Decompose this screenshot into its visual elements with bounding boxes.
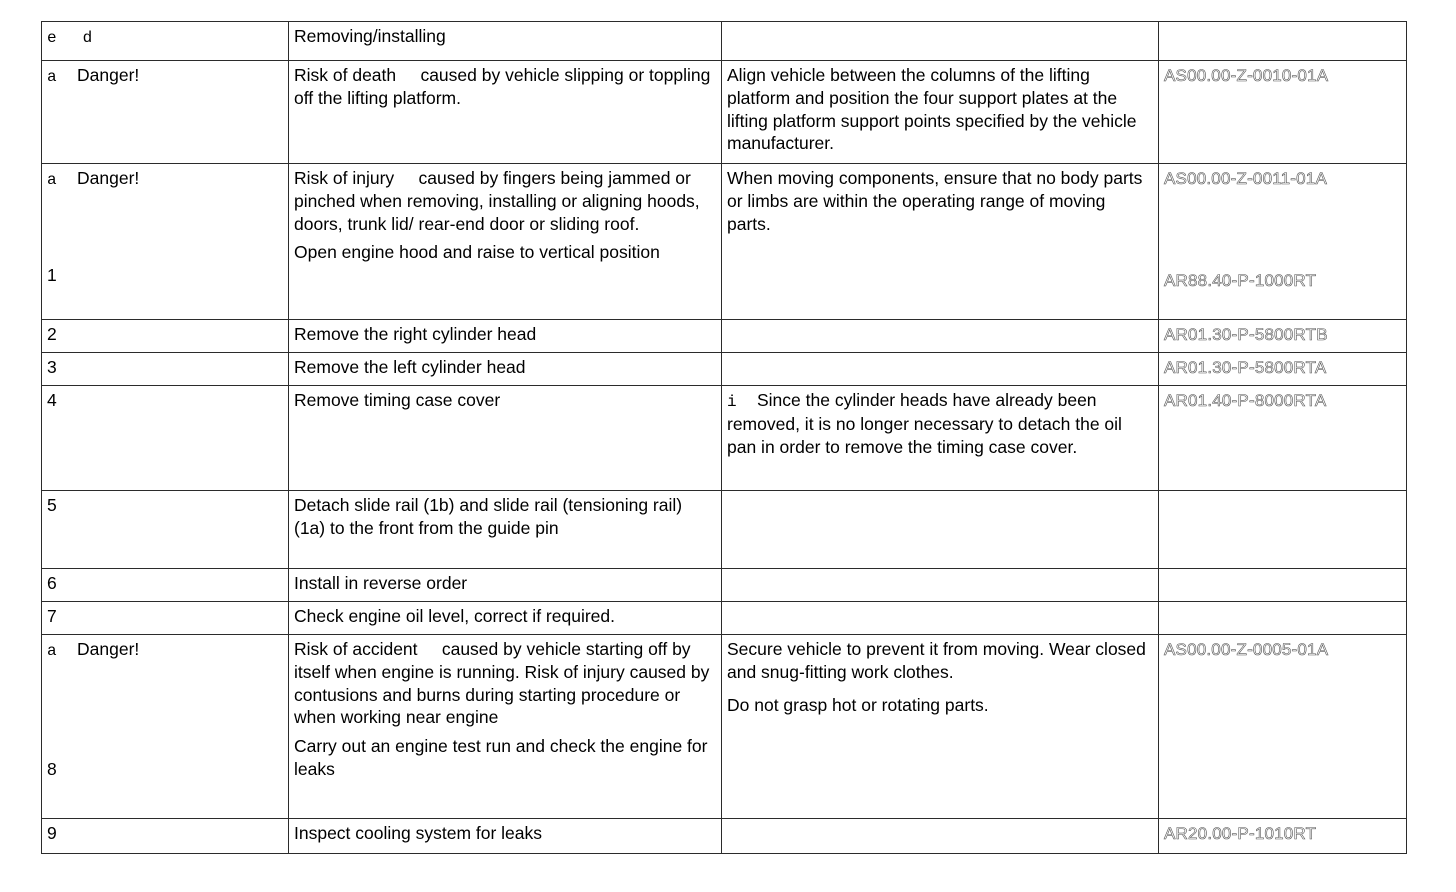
table-row xyxy=(42,353,1407,386)
note-cell xyxy=(722,386,1159,491)
header-title-cell xyxy=(289,22,722,61)
step-number-cell xyxy=(42,320,289,353)
step-text: Remove the left cylinder head xyxy=(294,357,526,377)
warning-label: Danger! xyxy=(77,639,140,659)
document-reference-link[interactable]: AS00.00-Z-0010-01A xyxy=(1164,66,1329,85)
table-row xyxy=(42,164,1407,320)
reference-cell xyxy=(1159,819,1407,854)
note-cell xyxy=(722,602,1159,635)
step-number: 4 xyxy=(47,390,57,410)
warning-triangle-icon: a xyxy=(47,68,57,86)
hazard-text: caused by fingers being jammed or pinched when removing, installing or aligning hoods, doors, trunk lid/ rear-end door or sliding roof. xyxy=(294,168,700,234)
step-reference-link[interactable]: AR01.40-P-8000RTA xyxy=(1164,391,1327,410)
hazard-text: caused by vehicle slipping or toppling off the lifting platform. xyxy=(294,65,711,108)
step-reference-link[interactable]: AR01.30-P-5800RTB xyxy=(1164,325,1328,344)
measure-cell xyxy=(722,61,1159,164)
step-number: 3 xyxy=(47,357,57,377)
document-reference-link[interactable]: AS00.00-Z-0011-01A xyxy=(1164,169,1327,188)
header-ref-cell xyxy=(1159,22,1407,61)
reference-cell xyxy=(1159,61,1407,164)
step-text: Inspect cooling system for leaks xyxy=(294,823,543,843)
step-text-cell xyxy=(289,819,722,854)
reference-cell xyxy=(1159,353,1407,386)
step-number: 5 xyxy=(47,495,57,515)
step-number-cell xyxy=(42,819,289,854)
note-text: Since the cylinder heads have already been removed, it is no longer necessary to detach the oil pan in order to remove the timing case cover. xyxy=(727,390,1122,457)
warning-label: Danger! xyxy=(77,65,140,85)
reference-cell xyxy=(1159,164,1407,320)
hazard-step-cell xyxy=(289,164,722,320)
step-number-cell xyxy=(42,602,289,635)
hazard-title: Risk of death xyxy=(294,65,397,85)
reference-cell xyxy=(1159,569,1407,602)
reference-cell xyxy=(1159,635,1407,819)
step-number-cell xyxy=(42,569,289,602)
reference-cell xyxy=(1159,491,1407,569)
step-text: Install in reverse order xyxy=(294,573,468,593)
removal-symbol: e xyxy=(47,29,57,47)
step-number: 1 xyxy=(47,264,57,285)
header-empty-cell xyxy=(722,22,1159,61)
procedure-table xyxy=(41,21,1407,854)
step-number: 7 xyxy=(47,606,57,626)
note-cell xyxy=(722,320,1159,353)
table-row xyxy=(42,61,1407,164)
warning-step-cell xyxy=(42,635,289,819)
step-number-cell xyxy=(42,353,289,386)
measure-text: When moving components, ensure that no body parts or limbs are within the operating range of moving parts. xyxy=(727,168,1143,234)
step-reference-link[interactable]: AR20.00-P-1010RT xyxy=(1164,824,1317,843)
hazard-title: Risk of accident xyxy=(294,639,418,659)
step-number: 2 xyxy=(47,324,57,344)
warning-cell xyxy=(42,61,289,164)
step-text-cell xyxy=(289,569,722,602)
note-cell xyxy=(722,569,1159,602)
warning-step-cell xyxy=(42,164,289,320)
hazard-text: caused by vehicle starting off by itself when engine is running. Risk of injury caused by contusions and burns during starting procedure or when working near engine xyxy=(294,639,710,728)
step-text: Open engine hood and raise to vertical position xyxy=(294,242,660,263)
procedure-title: Removing/installing xyxy=(294,26,446,46)
hazard-cell xyxy=(289,61,722,164)
table-row xyxy=(42,602,1407,635)
note-cell xyxy=(722,353,1159,386)
step-number: 8 xyxy=(47,758,57,779)
document-reference-link[interactable]: AS00.00-Z-0005-01A xyxy=(1164,640,1329,659)
info-icon: i xyxy=(727,393,737,411)
step-number-cell xyxy=(42,386,289,491)
step-text: Remove the right cylinder head xyxy=(294,324,537,344)
table-row xyxy=(42,320,1407,353)
header-symbols-cell xyxy=(42,22,289,61)
step-text: Remove timing case cover xyxy=(294,390,501,410)
step-text-cell xyxy=(289,320,722,353)
reference-cell xyxy=(1159,386,1407,491)
reference-cell xyxy=(1159,602,1407,635)
hazard-step-cell xyxy=(289,635,722,819)
table-row-header xyxy=(42,22,1407,61)
step-reference-link[interactable]: AR01.30-P-5800RTA xyxy=(1164,358,1327,377)
step-text-cell xyxy=(289,353,722,386)
reference-cell xyxy=(1159,320,1407,353)
install-symbol: d xyxy=(82,29,93,47)
measure-cell xyxy=(722,635,1159,819)
step-text-cell xyxy=(289,491,722,569)
step-text-cell xyxy=(289,602,722,635)
measure-text: Align vehicle between the columns of the lifting platform and position the four support plates at the lifting platform support points specified by the vehicle manufacturer. xyxy=(727,65,1137,154)
step-number-cell xyxy=(42,491,289,569)
table-row xyxy=(42,491,1407,569)
measure-text: Secure vehicle to prevent it from moving. Wear closed and snug-fitting work clothes. xyxy=(727,639,1146,682)
hazard-title: Risk of injury xyxy=(294,168,395,188)
step-reference-link[interactable]: AR88.40-P-1000RT xyxy=(1164,271,1317,291)
step-number: 9 xyxy=(47,823,57,843)
table-row xyxy=(42,386,1407,491)
step-text: Detach slide rail (1b) and slide rail (tensioning rail) (1a) to the front from the guide pin xyxy=(294,495,683,538)
warning-triangle-icon: a xyxy=(47,642,57,660)
step-text: Check engine oil level, correct if required. xyxy=(294,606,615,626)
table-row xyxy=(42,819,1407,854)
measure-cell xyxy=(722,164,1159,320)
warning-label: Danger! xyxy=(77,168,140,188)
step-number: 6 xyxy=(47,573,57,593)
step-text-cell xyxy=(289,386,722,491)
table-row xyxy=(42,635,1407,819)
note-cell xyxy=(722,491,1159,569)
step-text: Carry out an engine test run and check the engine for leaks xyxy=(294,736,708,779)
note-cell xyxy=(722,819,1159,854)
measure-text-secondary: Do not grasp hot or rotating parts. xyxy=(727,694,989,715)
warning-triangle-icon: a xyxy=(47,171,57,189)
table-row xyxy=(42,569,1407,602)
